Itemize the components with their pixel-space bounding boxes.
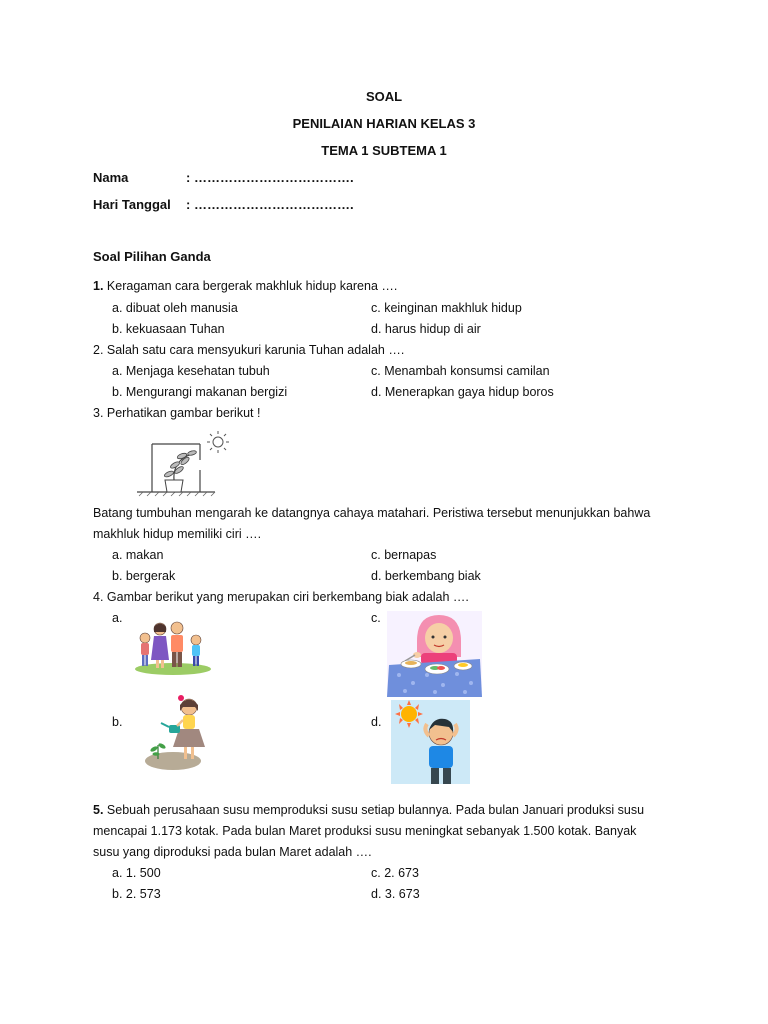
q1-option-d: d. harus hidup di air: [371, 322, 481, 336]
title-soal: SOAL: [365, 89, 403, 104]
q1-option-c: c. keinginan makhluk hidup: [371, 301, 522, 315]
q5-option-a: a. 1. 500: [112, 866, 161, 880]
q1-option-a: a. dibuat oleh manusia: [112, 301, 238, 315]
q3-passage-line-2: makhluk hidup memiliki ciri ….: [93, 527, 262, 541]
q3-option-b: b. bergerak: [112, 569, 176, 583]
q5-option-d: d. 3. 673: [371, 887, 420, 901]
q2-option-c: c. Menambah konsumsi camilan: [371, 364, 550, 378]
girl-watering-plant-image: [143, 693, 213, 773]
question-4: 4. Gambar berikut yang merupakan ciri berkembang biak adalah ….: [93, 590, 469, 604]
q2-option-a: a. Menjaga kesehatan tubuh: [112, 364, 270, 378]
section-heading: Soal Pilihan Ganda: [93, 249, 211, 264]
q3-passage-line-1: Batang tumbuhan mengarah ke datangnya cahaya matahari. Peristiwa tersebut menunjukkan bahwa: [93, 506, 651, 520]
question-5: [93, 802, 644, 818]
question-3: 3. Perhatikan gambar berikut !: [93, 406, 261, 420]
boy-hot-sun-image: [391, 700, 470, 784]
question-1-text: Keragaman cara bergerak makhluk hidup karena ….: [106, 279, 398, 293]
question-2: 2. Salah satu cara mensyukuri karunia Tuhan adalah ….: [93, 343, 405, 357]
q5-option-b: b. 2. 573: [112, 887, 161, 901]
nama-label: Nama: [93, 170, 129, 185]
question-5-line-2: mencapai 1.173 kotak. Pada bulan Maret produksi susu meningkat sebanyak 1.500 kotak. Banyak: [93, 824, 637, 838]
question-1: [93, 278, 397, 294]
question-5-line-1: Sebuah perusahaan susu memproduksi susu setiap bulannya. Pada bulan Januari produksi susu: [106, 803, 645, 817]
q2-option-d: d. Menerapkan gaya hidup boros: [371, 385, 554, 399]
question-5-number: 5.: [93, 803, 104, 817]
tanggal-field: : ……………………………….: [186, 197, 354, 212]
question-1-number: 1.: [93, 279, 104, 293]
q3-option-d: d. berkembang biak: [371, 569, 481, 583]
q1-option-b: b. kekuasaan Tuhan: [112, 322, 225, 336]
q4-option-b: b.: [112, 715, 123, 729]
q3-option-c: c. bernapas: [371, 548, 437, 562]
title-penilaian: PENILAIAN HARIAN KELAS 3: [292, 116, 476, 131]
q4-option-d: d.: [371, 715, 382, 729]
q2-option-b: b. Mengurangi makanan bergizi: [112, 385, 288, 399]
plant-sunlight-image: [135, 430, 235, 498]
tanggal-label: Hari Tanggal: [93, 197, 171, 212]
family-image: [133, 618, 213, 676]
title-tema: TEMA 1 SUBTEMA 1: [321, 143, 447, 158]
q3-option-a: a. makan: [112, 548, 164, 562]
nama-field: : ……………………………….: [186, 170, 354, 185]
q4-option-c: c.: [371, 611, 381, 625]
girl-eating-image: [387, 611, 482, 697]
q4-option-a: a.: [112, 611, 123, 625]
q5-option-c: c. 2. 673: [371, 866, 419, 880]
question-5-line-3: susu yang diproduksi pada bulan Maret adalah ….: [93, 845, 372, 859]
